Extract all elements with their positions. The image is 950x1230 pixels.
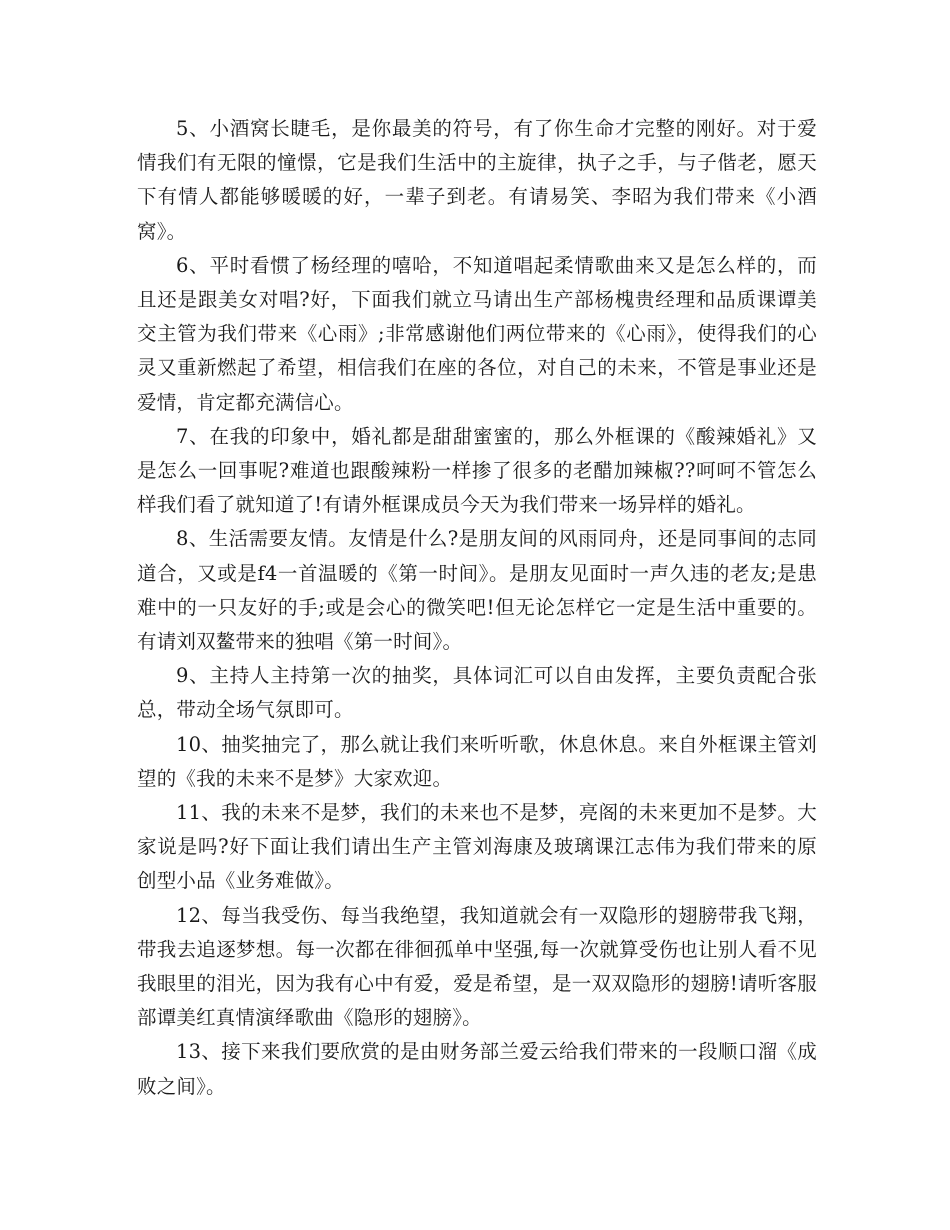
paragraph-8: 8、生活需要友情。友情是什么?是朋友间的风雨同舟，还是同事间的志同道合，又或是f4一首温暖的《第一时间》。是朋友见面时一声久违的老友;是患难中的一只友好的手;或是会心的微笑吧!但无论怎样它一定是生活中重要的。有请刘双鳌带来的独唱《第一时间》。 (137, 527, 817, 654)
paragraph-12: 12、每当我受伤、每当我绝望，我知道就会有一双隐形的翅膀带我飞翔，带我去追逐梦想。每一次都在徘徊孤单中坚强,每一次就算受伤也让别人看不见我眼里的泪光，因为我有心中有爱，爱是希望，是一双双隐形的翅膀!请听客服部谭美红真情演绎歌曲《隐形的翅膀》。 (137, 903, 817, 1030)
paragraph-13: 13、接下来我们要欣赏的是由财务部兰爱云给我们带来的一段顺口溜《成败之间》。 (137, 1040, 817, 1098)
paragraph-11: 11、我的未来不是梦，我们的未来也不是梦，亮阁的未来更加不是梦。大家说是吗?好下面让我们请出生产主管刘海康及玻璃课江志伟为我们带来的原创型小品《业务难做》。 (137, 801, 817, 893)
paragraph-7: 7、在我的印象中，婚礼都是甜甜蜜蜜的，那么外框课的《酸辣婚礼》又是怎么一回事呢?难道也跟酸辣粉一样掺了很多的老醋加辣椒??呵呵不管怎么样我们看了就知道了!有请外框课成员今天为我们带来一场异样的婚礼。 (137, 424, 817, 517)
paragraph-6: 6、平时看惯了杨经理的嘻哈，不知道唱起柔情歌曲来又是怎么样的，而且还是跟美女对唱?好，下面我们就立马请出生产部杨槐贵经理和品质课谭美交主管为我们带来《心雨》;非常感谢他们两位带来的《心雨》，使得我们的心灵又重新燃起了希望，相信我们在座的各位，对自己的未来，不管是事业还是爱情，肯定都充满信心。 (137, 253, 817, 414)
paragraph-9: 9、主持人主持第一次的抽奖，具体词汇可以自由发挥，主要负责配合张总，带动全场气氛即可。 (137, 664, 817, 722)
document-body (137, 112, 817, 1104)
paragraph-10: 10、抽奖抽完了，那么就让我们来听听歌，休息休息。来自外框课主管刘望的《我的未来不是梦》大家欢迎。 (137, 732, 817, 790)
paragraph-5: 5、小酒窝长睫毛，是你最美的符号，有了你生命才完整的刚好。对于爱情我们有无限的憧憬，它是我们生活中的主旋律，执子之手，与子偕老，愿天下有情人都能够暖暖的好，一辈子到老。有请易笑、李昭为我们带来《小酒窝》。 (137, 117, 817, 243)
